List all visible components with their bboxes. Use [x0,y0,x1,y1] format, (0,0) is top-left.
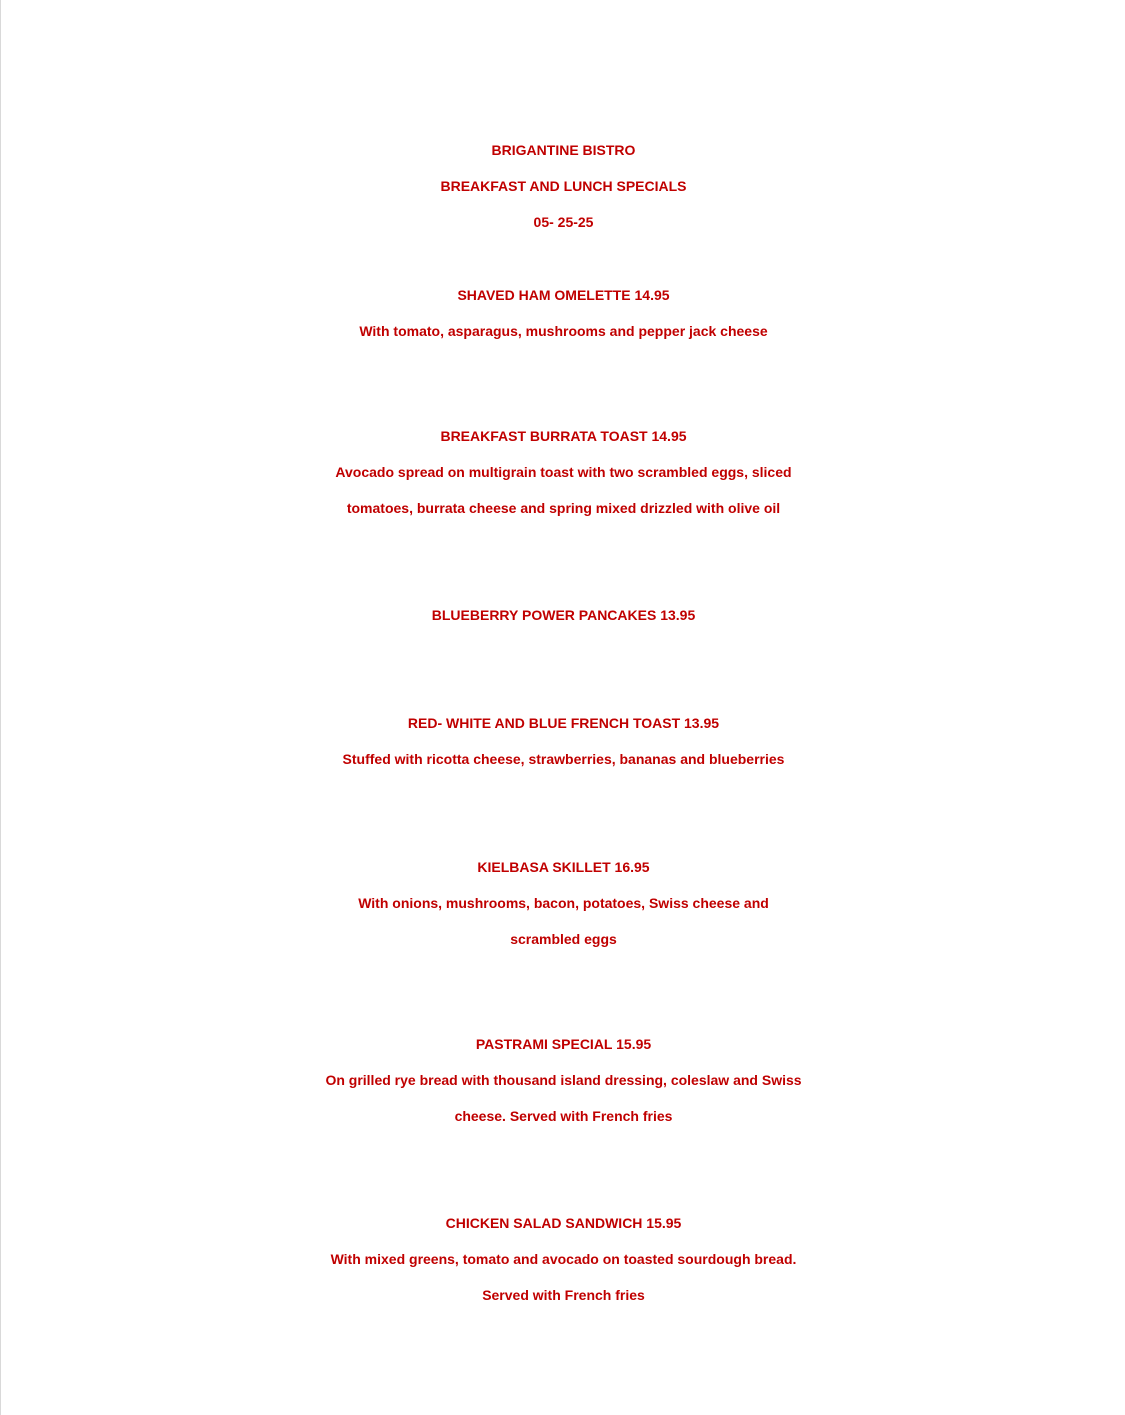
special-description: tomatoes, burrata cheese and spring mixed drizzled with olive oil [346,500,781,516]
special-description: Served with French fries [482,1287,645,1303]
special-description: On grilled rye bread with thousand island dressing, coleslaw and Swiss [325,1072,802,1088]
special-description: With tomato, asparagus, mushrooms and pepper jack cheese [359,323,768,339]
menu-subtitle: BREAKFAST AND LUNCH SPECIALS [440,178,687,194]
special-title: PASTRAMI SPECIAL 15.95 [475,1036,652,1052]
special-description: With onions, mushrooms, bacon, potatoes, Swiss cheese and [358,895,769,911]
special-title: BLUEBERRY POWER PANCAKES 13.95 [431,607,696,623]
special-title: BREAKFAST BURRATA TOAST 14.95 [440,428,687,444]
special-title: KIELBASA SKILLET 16.95 [477,859,650,875]
special-title: SHAVED HAM OMELETTE 14.95 [457,287,670,303]
special-description: cheese. Served with French fries [454,1108,673,1124]
special-title: RED- WHITE AND BLUE FRENCH TOAST 13.95 [407,715,720,731]
menu-date: 05- 25-25 [533,214,594,230]
special-title: CHICKEN SALAD SANDWICH 15.95 [445,1215,682,1231]
special-description: Avocado spread on multigrain toast with two scrambled eggs, sliced [335,464,792,480]
special-description: Stuffed with ricotta cheese, strawberries, bananas and blueberries [342,751,785,767]
special-description: With mixed greens, tomato and avocado on toasted sourdough bread. [330,1251,797,1267]
special-description: scrambled eggs [510,931,617,947]
restaurant-name: BRIGANTINE BISTRO [491,142,636,158]
